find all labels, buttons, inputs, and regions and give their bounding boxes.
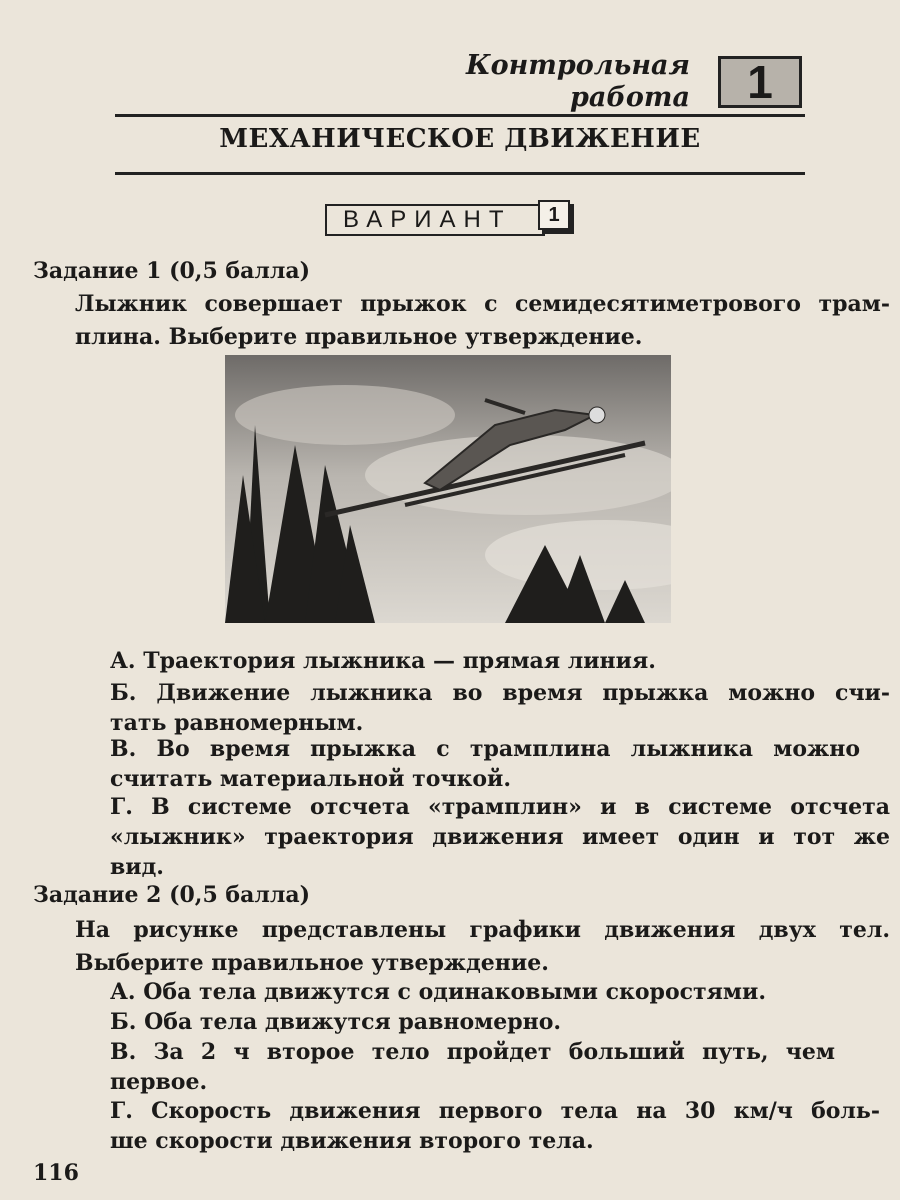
answer-line: «лыжник» траектория движения имеет один и тот же bbox=[110, 824, 890, 850]
divider bbox=[115, 114, 805, 117]
variant-number: 1 bbox=[538, 200, 570, 230]
work-number-box: 1 bbox=[718, 56, 802, 108]
task-2-answer-b bbox=[110, 1007, 890, 1037]
answer-line: Б. Оба тела движутся равномерно. bbox=[110, 1009, 562, 1035]
task-1-text bbox=[75, 288, 890, 354]
answer-line: А. Оба тела движутся с одинаковыми скоростями. bbox=[110, 979, 766, 1005]
answer-line: Г. Скорость движения первого тела на 30 км/ч боль- bbox=[110, 1098, 880, 1124]
answer-line: считать материальной точкой. bbox=[110, 766, 512, 792]
answer-line: тать равномерным. bbox=[110, 710, 364, 736]
work-label bbox=[466, 50, 690, 114]
page-number: 116 bbox=[33, 1160, 79, 1186]
ski-jumper-photo bbox=[225, 355, 671, 623]
answer-line: ше скорости движения второго тела. bbox=[110, 1128, 594, 1154]
text-line: Лыжник совершает прыжок с семидесятиметрового трам- bbox=[75, 291, 890, 317]
text-line: Выберите правильное утверждение. bbox=[75, 950, 549, 976]
text-line: На рисунке представлены графики движения двух тел. bbox=[75, 917, 890, 943]
answer-line: вид. bbox=[110, 854, 164, 880]
task-2-answer-g bbox=[110, 1096, 880, 1156]
answer-line: первое. bbox=[110, 1069, 208, 1095]
task-2-answer-v bbox=[110, 1037, 835, 1097]
task-1-answer-a bbox=[110, 646, 750, 676]
answer-line: Г. В системе отсчета «трамплин» и в системе отсчета bbox=[110, 794, 890, 820]
variant-label: ВАРИАНТ bbox=[325, 204, 545, 236]
answer-line: В. Во время прыжка с трамплина лыжника можно bbox=[110, 736, 860, 762]
task-1-heading: Задание 1 (0,5 балла) bbox=[33, 258, 311, 284]
page-title: МЕХАНИЧЕСКОЕ ДВИЖЕНИЕ bbox=[219, 124, 701, 154]
answer-line: В. За 2 ч второе тело пройдет больший путь, чем bbox=[110, 1039, 835, 1065]
work-label-line: Контрольная bbox=[466, 50, 690, 81]
task-1-answer-g bbox=[110, 792, 890, 882]
work-label-line: работа bbox=[570, 82, 690, 113]
task-2-answer-a bbox=[110, 977, 890, 1007]
task-1-answer-b bbox=[110, 678, 890, 738]
task-2-text bbox=[75, 914, 890, 980]
answer-line: А. Траектория лыжника — прямая линия. bbox=[110, 648, 656, 674]
task-1-answer-v bbox=[110, 734, 860, 794]
answer-line: Б. Движение лыжника во время прыжка можно счи- bbox=[110, 680, 890, 706]
text-line: плина. Выберите правильное утверждение. bbox=[75, 324, 643, 350]
divider bbox=[115, 172, 805, 175]
task-2-heading: Задание 2 (0,5 балла) bbox=[33, 882, 311, 908]
